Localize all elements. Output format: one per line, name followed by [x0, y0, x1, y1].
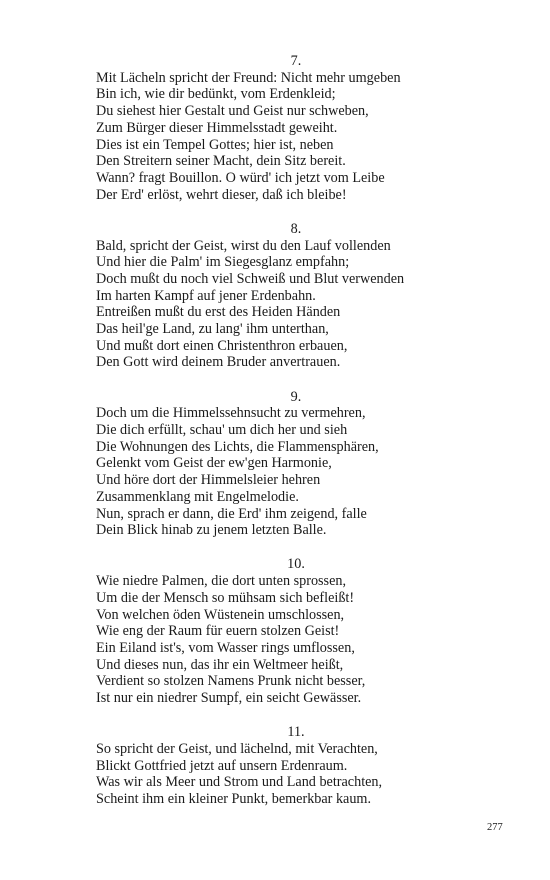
verse-line: Den Streitern seiner Macht, dein Sitz bereit. — [96, 153, 346, 170]
verse-line: Von welchen öden Wüstenein umschlossen, — [96, 606, 345, 623]
verse-line: Du siehest hier Gestalt und Geist nur schweben, — [96, 103, 369, 120]
verse-line: Die Wohnungen des Lichts, die Flammensphären, — [96, 438, 379, 455]
verse-line: Mit Lächeln spricht der Freund: Nicht mehr umgeben — [96, 69, 401, 86]
verse-line: Verdient so stolzen Namens Prunk nicht besser, — [96, 673, 366, 690]
verse-line: Doch mußt du noch viel Schweiß und Blut verwenden — [96, 270, 405, 287]
verse-line: Dein Blick hinab zu jenem letzten Balle. — [96, 522, 327, 539]
verse-line: Ein Eiland ist's, vom Wasser rings umflossen, — [96, 640, 355, 656]
stanza-10 — [96, 556, 496, 706]
verse-line: Doch um die Himmelssehnsucht zu vermehren, — [96, 405, 366, 422]
stanza-number: 8. — [290, 220, 302, 237]
stanza-7 — [96, 53, 496, 203]
verse-line: Bin ich, wie dir bedünkt, vom Erdenkleid; — [96, 86, 336, 103]
stanza-9 — [96, 389, 496, 539]
verse-line: Wann? fragt Bouillon. O würd' ich jetzt vom Leibe — [96, 169, 385, 186]
verse-line: Die dich erfüllt, schau' um dich her und sieh — [96, 422, 348, 439]
verse-line: Um die der Mensch so mühsam sich befleißt! — [96, 589, 355, 606]
verse-line: Gelenkt vom Geist der ew'gen Harmonie, — [96, 455, 332, 472]
stanza-11 — [96, 724, 496, 808]
verse-line: Blickt Gottfried jetzt auf unsern Erdenraum. — [96, 757, 348, 774]
stanza-8 — [96, 221, 496, 371]
verse-line: Ist nur ein niedrer Sumpf, ein seicht Gewässer. — [96, 690, 362, 707]
poem-text — [96, 53, 496, 825]
verse-line: So spricht der Geist, und lächelnd, mit Verachten, — [96, 741, 378, 758]
verse-line: Dies ist ein Tempel Gottes; hier ist, neben — [96, 136, 334, 153]
verse-line: Zum Bürger dieser Himmelsstadt geweiht. — [96, 119, 338, 136]
verse-line: Bald, spricht der Geist, wirst du den Lauf vollenden — [96, 237, 391, 254]
verse-line: Wie niedre Palmen, die dort unten sprossen, — [96, 573, 347, 590]
verse-line: Entreißen mußt du erst des Heiden Händen — [96, 304, 341, 321]
page-number: 277 — [487, 822, 503, 833]
verse-line: Und mußt dort einen Christenthron erbauen, — [96, 337, 348, 354]
verse-line: Und höre dort der Himmelsleier hehren — [96, 472, 321, 489]
verse-line: Zusammenklang mit Engelmelodie. — [96, 488, 299, 505]
verse-line: Den Gott wird deinem Bruder anvertrauen. — [96, 354, 341, 371]
verse-line: Was wir als Meer und Strom und Land betrachten, — [96, 774, 383, 791]
stanza-number: 7. — [290, 53, 302, 69]
verse-line: Scheint ihm ein kleiner Punkt, bemerkbar kaum. — [96, 791, 372, 808]
stanza-number: 9. — [290, 388, 302, 405]
verse-line: Und dieses nun, das ihr ein Weltmeer heißt, — [96, 656, 344, 673]
verse-line: Der Erd' erlöst, wehrt dieser, daß ich bleibe! — [96, 186, 347, 203]
verse-line: Das heil'ge Land, zu lang' ihm unterthan, — [96, 321, 329, 338]
verse-line: Und hier die Palm' im Siegesglanz empfahn; — [96, 254, 350, 271]
stanza-number: 11. — [287, 724, 305, 741]
verse-line: Wie eng der Raum für euern stolzen Geist! — [96, 623, 340, 640]
stanza-number: 10. — [287, 556, 305, 573]
verse-line: Nun, sprach er dann, die Erd' ihm zeigend, falle — [96, 505, 367, 522]
verse-line: Im harten Kampf auf jener Erdenbahn. — [96, 287, 316, 304]
